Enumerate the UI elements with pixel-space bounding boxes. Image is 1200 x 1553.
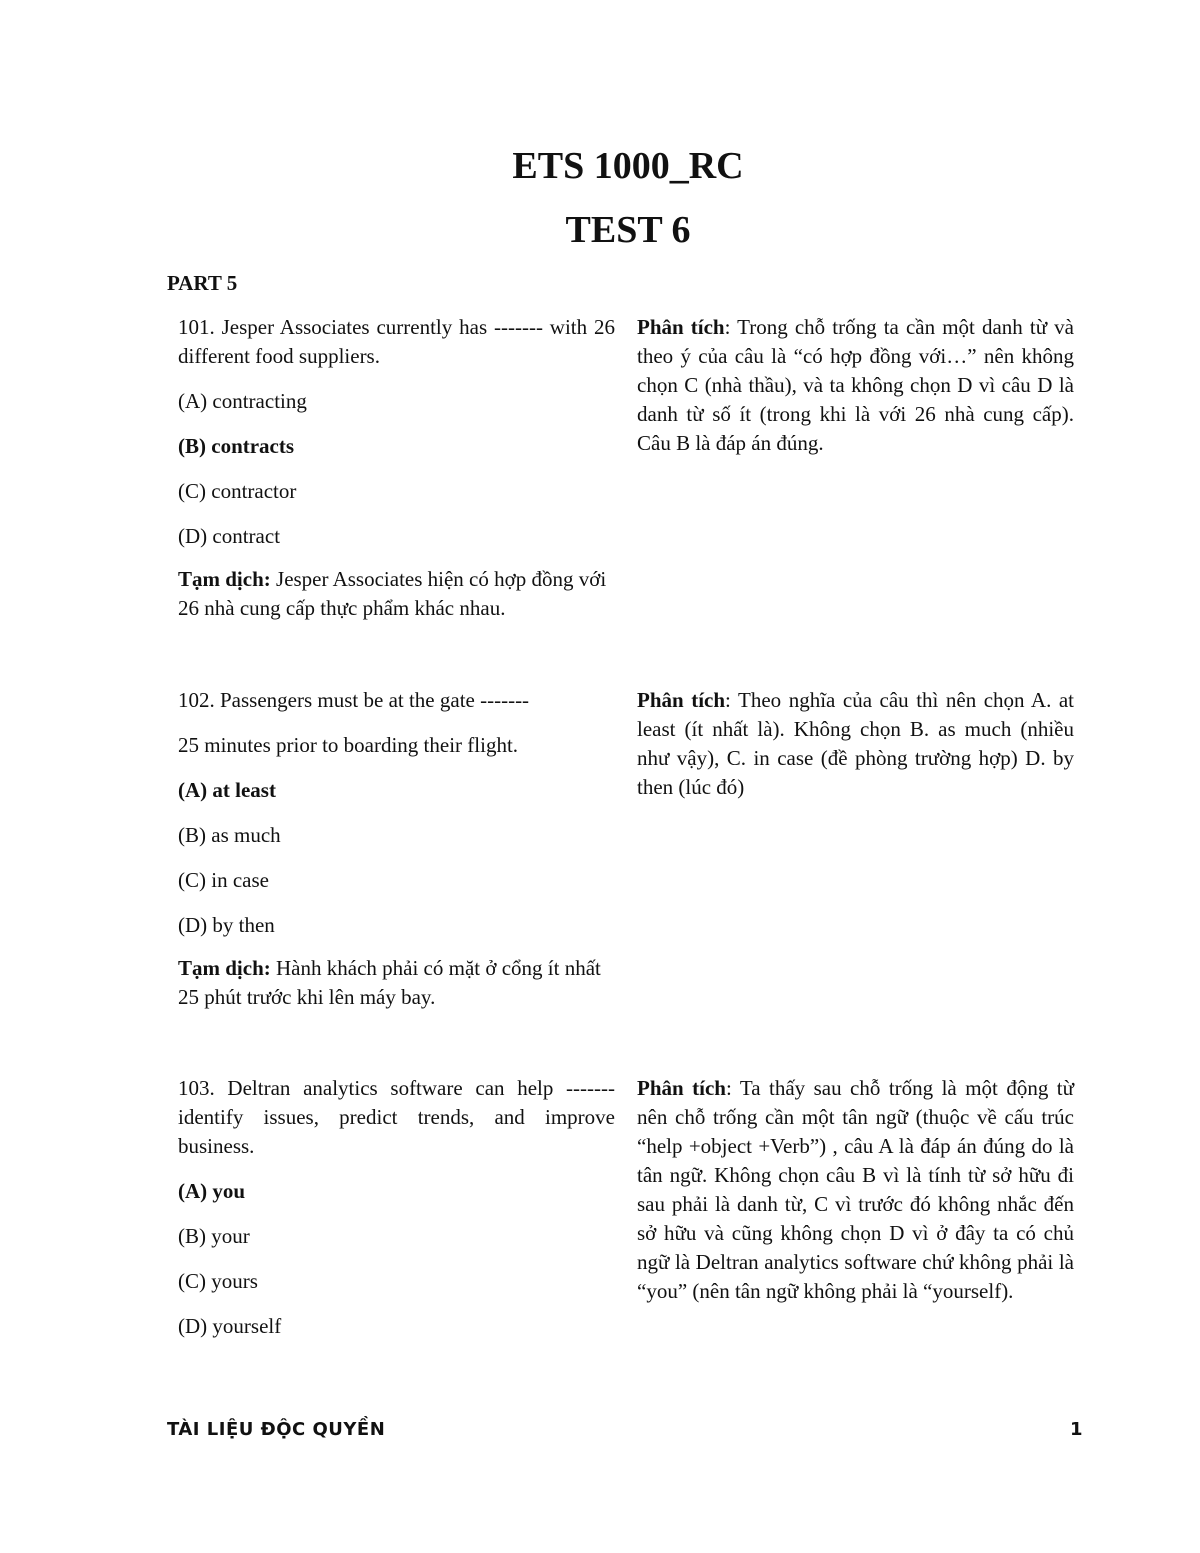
question-102 (178, 686, 615, 1012)
question-stem: 101. Jesper Associates currently has ------- with 26 different food suppliers. (178, 315, 615, 368)
option-b: (B) as much (178, 823, 281, 847)
analysis-103 (637, 1074, 1074, 1306)
translation-label: Tạm dịch: (178, 567, 271, 591)
question-103 (178, 1074, 615, 1341)
analysis-label: Phân tích (637, 1076, 726, 1100)
analysis-102 (637, 686, 1074, 802)
option-d: (D) yourself (178, 1314, 282, 1338)
question-stem: 103. Deltran analytics software can help ------- identify issues, predict trends, and improve business. (178, 1076, 615, 1158)
option-b: (B) your (178, 1224, 250, 1248)
option-c: (C) in case (178, 868, 269, 892)
option-d: (D) contract (178, 524, 281, 548)
option-a-correct: (A) you (178, 1179, 246, 1203)
option-d: (D) by then (178, 913, 275, 937)
question-stem-continued: 25 minutes prior to boarding their flight. (178, 733, 519, 757)
option-b-correct: (B) contracts (178, 434, 295, 458)
analysis-text: : Trong chỗ trống ta cần một danh từ và theo ý của câu là “có hợp đồng với…” nên không chọn C (nhà thầu), và ta không chọn D vì câu D là danh từ số ít (trong khi là với 26 nhà cung cấp). Câu B là đáp án đúng. (637, 315, 1075, 455)
question-stem: 102. Passengers must be at the gate ------- (178, 688, 530, 712)
page-number: 1 (1070, 1419, 1083, 1440)
analysis-text: : Theo nghĩa của câu thì nên chọn A. at least (ít nhất là). Không chọn B. as much (nhiều như vậy), C. in case (đề phòng trường hợp) D. by then (lúc đó) (637, 688, 1075, 799)
translation-text: Jesper Associates hiện có hợp đồng với 26 nhà cung cấp thực phẩm khác nhau. (178, 567, 607, 620)
analysis-label: Phân tích (637, 688, 726, 712)
translation-text: Hành khách phải có mặt ở cổng ít nhất 25 phút trước khi lên máy bay. (178, 956, 601, 1009)
document-subtitle: TEST 6 (565, 209, 691, 251)
translation-label: Tạm dịch: (178, 956, 271, 980)
option-a: (A) contracting (178, 389, 307, 413)
option-a-correct: (A) at least (178, 778, 276, 802)
analysis-text: : Ta thấy sau chỗ trống là một động từ nên chỗ trống cần một tân ngữ (thuộc về cấu trúc “help +object +Verb”) , câu A là đáp án đúng do là tân ngữ. Không chọn câu B vì là tính từ sở hữu đi sau phải là danh từ, C vì trước đó không nhắc đến sở hữu và cũng không chọn D vì ở đây ta có chủ ngữ là Deltran analytics software chứ không phải là “you” (nên tân ngữ không phải là “yourself). (637, 1076, 1074, 1303)
translation (178, 954, 615, 1012)
part-heading: PART 5 (167, 271, 238, 295)
question-101 (178, 313, 615, 623)
translation (178, 565, 615, 623)
analysis-label: Phân tích (637, 315, 725, 339)
option-c: (C) contractor (178, 479, 297, 503)
option-c: (C) yours (178, 1269, 258, 1293)
document-title: ETS 1000_RC (512, 145, 744, 187)
footer-label: TÀI LIỆU ĐỘC QUYỀN (167, 1419, 386, 1440)
analysis-101 (637, 313, 1074, 458)
